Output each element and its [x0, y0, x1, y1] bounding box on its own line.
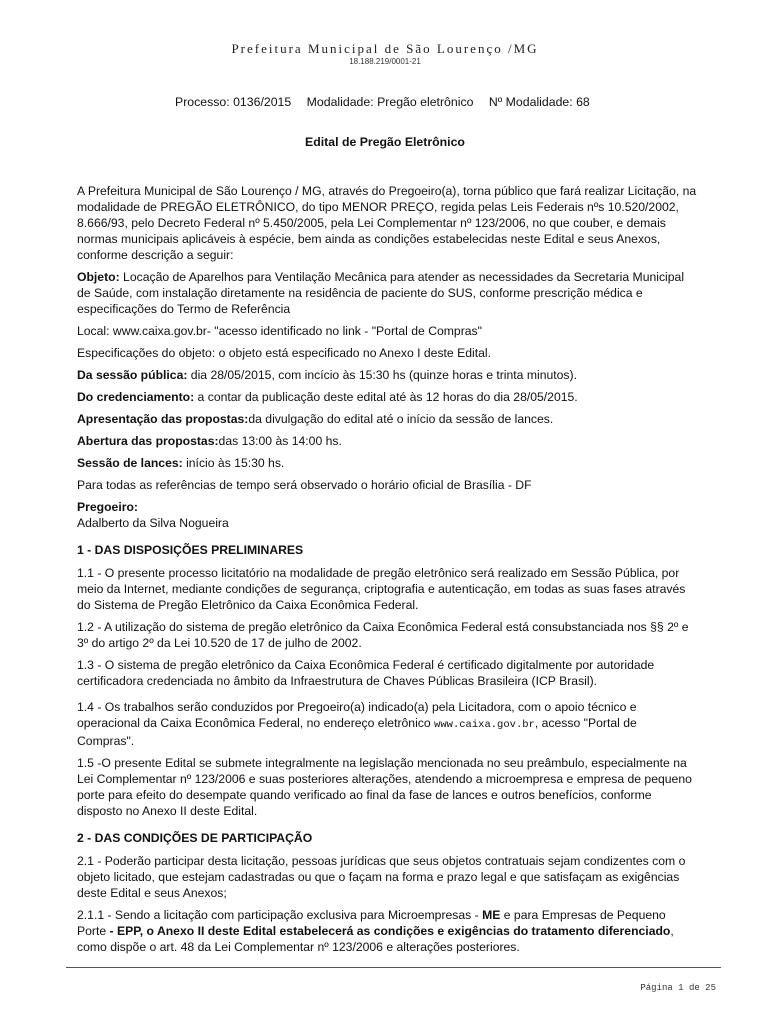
credenciamento-paragraph — [77, 389, 697, 405]
processo-line — [175, 94, 625, 110]
modalidade-number: Nº Modalidade: 68 — [488, 95, 590, 109]
pregoeiro-label-text: Pregoeiro: — [77, 500, 138, 514]
sessao-lances-label: Sessão de lances: — [77, 456, 183, 470]
pregoeiro-name: Adalberto da Silva Nogueira — [77, 516, 229, 530]
apresentacao-text: da divulgação do edital até o início da sessão de lances. — [248, 412, 554, 426]
section-2-p2-mid: e para Empresas de Pequeno Porte — [77, 908, 666, 938]
abertura-paragraph — [77, 433, 697, 449]
section-2-p2-bold: - EPP, o Anexo II deste Edital estabelecerá as condições e exigências do tratamento diferenciado — [109, 924, 671, 938]
intro-paragraph: A Prefeitura Municipal de São Lourenço / MG, através do Pregoeiro(a), torna público que fará realizar Licitação, na modalidade de PREGÃO ELETRÔNICO, do tipo MENOR PREÇO, regida pelas Leis Federais nºs 10.520/2002, 8.666/93, pelo Decreto Federal nº 5.450/2005, pela Lei Complementar nº 123/2006, no que couber, e demais normas municipais aplicáveis à espécie, bem ainda as condições estabelecidas neste Edital e seus Anexos, conforme descrição a seguir: — [77, 184, 697, 262]
section-1-p5: 1.5 -O presente Edital se submete integralmente na legislação mencionada no seu preâmbulo, especialmente na Lei Complementar nº 123/2006 e suas posteriores alterações, atendendo a microempresa e empresa de pequeno porte para efeito do desempate quando verificado ao final da fase de lances e outros benefícios, conforme disposto no Anexo II deste Edital. — [77, 756, 692, 818]
sessao-paragraph — [77, 367, 697, 383]
sessao-label: Da sessão pública: — [77, 368, 188, 382]
pregoeiro-label — [77, 499, 697, 515]
modalidade: Modalidade: Pregão eletrônico — [306, 95, 474, 109]
local-paragraph: Local: www.caixa.gov.br- "acesso identificado no link - "Portal de Compras" — [77, 324, 482, 338]
abertura-text: das 13:00 às 14:00 hs. — [218, 434, 342, 448]
section-2-p2-end: , como dispõe o art. 48 da Lei Complementar nº 123/2006 e alterações posteriores. — [77, 924, 674, 954]
credenciamento-label: Do credenciamento: — [77, 390, 195, 404]
sessao-lances-text: início às 15:30 hs. — [182, 456, 285, 470]
section-1-p4 — [77, 699, 697, 749]
caixa-link[interactable]: www.caixa.gov.br — [434, 719, 535, 731]
referencias-paragraph: Para todas as referências de tempo será observado o horário oficial de Brasília - DF — [77, 478, 532, 492]
edital-title: Edital de Pregão Eletrônico — [305, 135, 465, 149]
section-1-p2: 1.2 - A utilização do sistema de pregão eletrônico da Caixa Econômica Federal está consubstanciada nos §§ 2º e 3º do artigo 2º da Lei 10.520 de 17 de julho de 2002. — [77, 620, 689, 650]
page-number: Página 1 de 25 — [640, 983, 716, 993]
apresentacao-paragraph — [77, 411, 697, 427]
section-1-title: 1 - DAS DISPOSIÇÕES PRELIMINARES — [77, 543, 304, 557]
header-cnpj: 18.188.219/0001-21 — [349, 57, 421, 66]
processo-number: Processo: 0136/2015 — [175, 95, 292, 109]
section-2-p2-text: 2.1.1 - Sendo a licitação com participação exclusiva para Microempresas - — [77, 908, 483, 922]
sessao-text: dia 28/05/2015, com incício às 15:30 hs (quinze horas e trinta minutos). — [187, 368, 577, 382]
apresentacao-label: Apresentação das propostas: — [77, 412, 249, 426]
abertura-label: Abertura das propostas: — [77, 434, 219, 448]
section-1-p1: 1.1 - O presente processo licitatório na modalidade de pregão eletrônico será realizado em Sessão Pública, por meio da Internet, mediante condições de segurança, criptografia e autenticação, em todas as suas fases através do Sistema de Pregão Eletrônico da Caixa Econômica Federal. — [77, 566, 686, 612]
section-2-p2 — [77, 907, 697, 955]
section-2-title: 2 - DAS CONDIÇÕES DE PARTICIPAÇÃO — [77, 831, 313, 845]
section-1-p4-end: , acesso "Portal de Compras". — [77, 716, 637, 748]
me-label: ME — [482, 908, 501, 922]
section-1-p3: 1.3 - O sistema de pregão eletrônico da Caixa Econômica Federal é certificado digitalmente por autoridade certificadora credenciada no âmbito da Infraestrutura de Chaves Públicas Brasileira (ICP Brasil). — [77, 658, 655, 688]
objeto-paragraph — [77, 269, 697, 317]
section-1-p4-text: 1.4 - Os trabalhos serão conduzidos por Pregoeiro(a) indicado(a) pela Licitadora, com o apoio técnico e operacional da Caixa Econômica Federal, no endereço eletrônico — [77, 700, 637, 730]
section-2-p1: 2.1 - Poderão participar desta licitação, pessoas jurídicas que seus objetos contratuais sejam condizentes com o objeto licitado, que estejam cadastradas ou que o façam na forma e prazo legal e que satisfaçam as exigências deste Edital e seus Anexos; — [77, 854, 686, 900]
objeto-text: Locação de Aparelhos para Ventilação Mecânica para atender as necessidades da Secretaria Municipal de Saúde, com instalação diretamente na residência de paciente do SUS, conforme prescrição médica e especificações do Termo de Referência — [77, 270, 685, 316]
credenciamento-text: a contar da publicação deste edital até às 12 horas do dia 28/05/2015. — [194, 390, 578, 404]
header-title: Prefeitura Municipal de São Lourenço /MG — [231, 41, 539, 56]
sessao-lances-paragraph — [77, 455, 697, 471]
document-body — [77, 183, 697, 961]
objeto-label: Objeto: — [77, 270, 120, 284]
footer-divider — [66, 967, 721, 968]
especificacoes-paragraph: Especificações do objeto: o objeto está especificado no Anexo I deste Edital. — [77, 346, 491, 360]
